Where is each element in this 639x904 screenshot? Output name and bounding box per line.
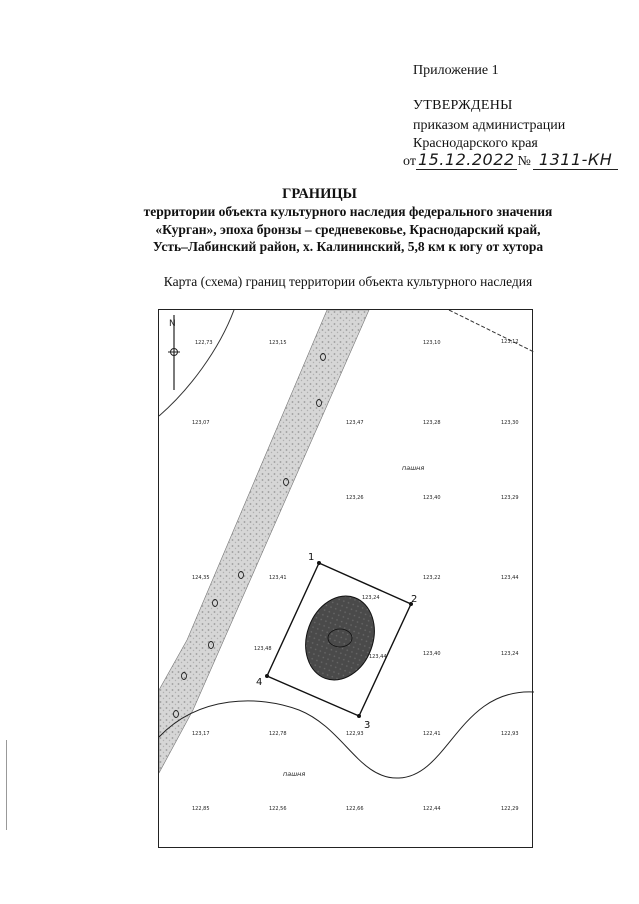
scan-margin-line [6, 740, 7, 830]
elevation-label: 122,44 [423, 806, 441, 812]
elevation-label: 122,73 [195, 340, 213, 346]
elevation-label: 123,30 [501, 420, 519, 426]
elevation-label: 122,85 [192, 806, 210, 812]
elevation-label: 123,40 [423, 495, 441, 501]
north-label: N [169, 319, 176, 329]
top-right-dashed-line [449, 310, 534, 352]
elevation-label: 123,28 [423, 420, 441, 426]
handwritten-date: 15.12.2022 [417, 150, 515, 169]
elevation-label: 123,47 [346, 420, 364, 426]
elevation-label: 122,56 [269, 806, 287, 812]
elevation-label: 123,48 [254, 646, 272, 652]
field-label: пашня [402, 464, 425, 472]
elevation-label: 122,93 [501, 731, 519, 737]
order-line: приказом администрации [413, 118, 566, 133]
approved-label: УТВЕРЖДЕНЫ [413, 98, 513, 113]
field-label: пашня [283, 770, 306, 778]
number-prefix: № [517, 154, 531, 169]
elevation-label: 122,41 [423, 731, 441, 737]
region-line: Краснодарского края [413, 136, 538, 151]
elevation-label: 123,44 [501, 575, 519, 581]
elevation-label: 123,26 [346, 495, 364, 501]
elevation-label: 123,12 [501, 339, 519, 345]
handwritten-number: 1311-КН [533, 150, 618, 170]
map-svg [159, 310, 534, 849]
elevation-label: 123,24 [501, 651, 519, 657]
elevation-label: 122,29 [501, 806, 519, 812]
elevation-label: 123,44 [369, 654, 387, 660]
appendix-label: Приложение 1 [413, 63, 499, 78]
elevation-label: 123,40 [423, 651, 441, 657]
elevation-label: 123,15 [269, 340, 287, 346]
elevation-label: 123,17 [192, 731, 210, 737]
elevation-label: 123,07 [192, 420, 210, 426]
description-line-1: территории объекта культурного наследия федерального значения [143, 204, 553, 219]
corner-label: 1 [308, 552, 315, 563]
date-prefix: от [403, 154, 416, 169]
date-number-line [403, 150, 618, 170]
elevation-label: 122,78 [269, 731, 287, 737]
corner-label: 2 [411, 594, 418, 605]
map-caption: Карта (схема) границ территории объекта культурного наследия [163, 274, 533, 289]
elevation-label: 123,41 [269, 575, 287, 581]
description-line-2: «Курган», эпоха бронзы – средневековье, Краснодарский край, [155, 222, 541, 237]
mound-shape [294, 586, 385, 689]
elevation-label: 123,29 [501, 495, 519, 501]
forest-strip [159, 310, 369, 773]
corner-label: 4 [256, 677, 263, 688]
document-title: ГРАНИЦЫ [282, 186, 357, 202]
elevation-label: 123,24 [362, 595, 380, 601]
boundary-map [158, 309, 533, 848]
elevation-label: 122,93 [346, 731, 364, 737]
elevation-label: 122,66 [346, 806, 364, 812]
elevation-label: 123,10 [423, 340, 441, 346]
corner-label: 3 [364, 720, 371, 731]
elevation-label: 124,35 [192, 575, 210, 581]
north-arrow-icon [168, 315, 180, 390]
description-line-3: Усть–Лабинский район, х. Калининский, 5,8 км к югу от хутора [152, 239, 544, 254]
elevation-label: 123,22 [423, 575, 441, 581]
